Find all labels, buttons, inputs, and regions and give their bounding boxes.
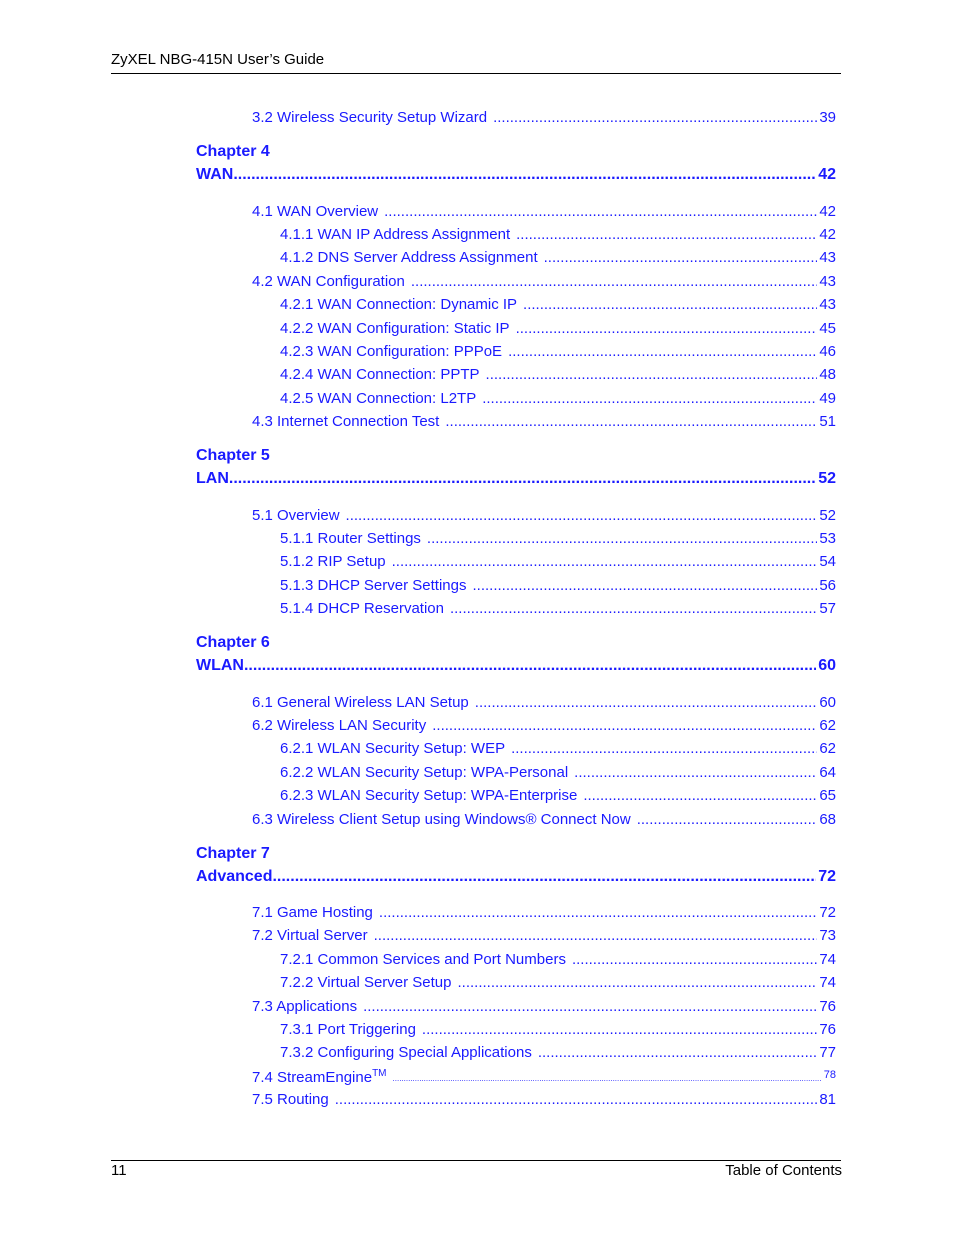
toc-entry-page: 60 (819, 694, 836, 711)
chapter-title: WAN (196, 166, 234, 183)
toc-entry-label: 4.2.2 WAN Configuration: Static IP (280, 320, 510, 337)
toc-entry[interactable] (280, 340, 836, 360)
toc-entry-label: 5.1 Overview (252, 507, 340, 524)
dot-leader (427, 530, 817, 547)
dot-leader (583, 787, 817, 804)
toc-entry[interactable] (252, 1088, 836, 1108)
chapter-title: Advanced (196, 868, 273, 885)
toc-entry-label: 7.3.2 Configuring Special Applications (280, 1044, 532, 1061)
chapter-page: 72 (818, 868, 836, 885)
dot-leader (458, 974, 818, 991)
toc-entry-label (252, 1068, 387, 1086)
toc-entry-label: 4.2.3 WAN Configuration: PPPoE (280, 343, 503, 360)
toc-entry-label: 4.3 Internet Connection Test (252, 413, 440, 430)
toc-entry-label: 7.5 Routing (252, 1091, 329, 1108)
dot-leader (393, 1074, 822, 1083)
toc-entry-label: 7.3 Applications (252, 998, 358, 1015)
toc-entry-page: 76 (819, 1021, 836, 1038)
toc-entry-page: 62 (819, 717, 836, 734)
toc-entry[interactable] (252, 106, 836, 126)
toc-entry-label: 7.2 Virtual Server (252, 927, 368, 944)
toc-entry-label: 5.1.2 RIP Setup (280, 553, 386, 570)
dot-leader (523, 296, 817, 313)
chapter-title-row[interactable] (196, 653, 836, 675)
toc-entry[interactable] (280, 550, 836, 570)
dot-leader (572, 951, 817, 968)
toc-entry-label: 4.1.1 WAN IP Address Assignment (280, 226, 511, 243)
chapter-heading[interactable]: Chapter 6 (196, 634, 270, 651)
header-title: ZyXEL NBG-415N User’s Guide (111, 51, 325, 68)
dot-leader (233, 166, 816, 184)
toc-entry[interactable] (252, 808, 836, 828)
toc-entry-page: 54 (819, 553, 836, 570)
dot-leader (346, 507, 818, 524)
dot-leader (392, 553, 818, 570)
toc-entry[interactable] (280, 527, 836, 547)
toc-entry-page: 68 (819, 811, 836, 828)
toc-entry-page: 43 (819, 296, 836, 313)
toc-entry-label: 4.2.5 WAN Connection: L2TP (280, 390, 477, 407)
toc-entry-label: 7.1 Game Hosting (252, 904, 373, 921)
dot-leader (229, 470, 816, 488)
toc-entry-page: 74 (819, 951, 836, 968)
toc-entry-page: 48 (819, 366, 836, 383)
toc-entry-page: 74 (819, 974, 836, 991)
toc-entry-page: 42 (819, 226, 836, 243)
toc-entry[interactable] (280, 761, 836, 781)
toc-entry-label: 4.2.1 WAN Connection: Dynamic IP (280, 296, 518, 313)
header-divider (111, 73, 841, 74)
toc-entry-label: 5.1.4 DHCP Reservation (280, 600, 444, 617)
toc-entry-label: 3.2 Wireless Security Setup Wizard (252, 109, 488, 126)
toc-entry[interactable] (280, 223, 836, 243)
dot-leader (244, 657, 816, 675)
toc-entry-page: 51 (819, 413, 836, 430)
toc-entry[interactable] (280, 1041, 836, 1061)
dot-leader (511, 740, 817, 757)
toc-entry[interactable] (252, 504, 836, 524)
toc-entry[interactable] (252, 410, 836, 430)
toc-entry-page: 64 (819, 764, 836, 781)
toc-entry-page: 46 (819, 343, 836, 360)
chapter-title-row[interactable] (196, 864, 836, 886)
toc-entry-label: 4.2 WAN Configuration (252, 273, 405, 290)
toc-entry-label: 5.1.1 Router Settings (280, 530, 421, 547)
chapter-title: WLAN (196, 657, 244, 674)
toc-entry[interactable] (252, 1064, 836, 1086)
toc-entry-page: 39 (819, 109, 836, 126)
toc-entry-page: 72 (819, 904, 836, 921)
toc-entry[interactable] (280, 597, 836, 617)
toc-entry-page: 43 (819, 273, 836, 290)
toc-entry-label: 6.2.1 WLAN Security Setup: WEP (280, 740, 506, 757)
toc-entry-page: 81 (819, 1091, 836, 1108)
toc-entry[interactable] (280, 387, 836, 407)
dot-leader (493, 109, 817, 126)
toc-entry[interactable] (280, 317, 836, 337)
toc-entry[interactable] (252, 691, 836, 711)
toc-entry[interactable] (252, 714, 836, 734)
dot-leader (445, 413, 817, 430)
chapter-title-row[interactable] (196, 466, 836, 488)
dot-leader (422, 1021, 817, 1038)
dot-leader (432, 717, 817, 734)
toc-entry-page: 42 (819, 203, 836, 220)
toc-entry[interactable] (280, 363, 836, 383)
toc-entry-page: 73 (819, 927, 836, 944)
toc-entry-label: 5.1.3 DHCP Server Settings (280, 577, 467, 594)
dot-leader (486, 366, 818, 383)
dot-leader (538, 1044, 817, 1061)
dot-leader (384, 203, 817, 220)
toc-entry[interactable] (252, 924, 836, 944)
toc-entry-label: 7.2.1 Common Services and Port Numbers (280, 951, 566, 968)
toc-entry-page: 45 (819, 320, 836, 337)
toc-entry[interactable] (280, 1018, 836, 1038)
dot-leader (637, 811, 818, 828)
toc-entry[interactable] (280, 737, 836, 757)
chapter-title: LAN (196, 470, 229, 487)
toc-entry-page: 56 (819, 577, 836, 594)
toc-entry[interactable] (280, 784, 836, 804)
trademark-superscript: TM (372, 1068, 387, 1079)
toc-entry-label: 6.2.2 WLAN Security Setup: WPA-Personal (280, 764, 569, 781)
toc-entry-label: 7.3.1 Port Triggering (280, 1021, 416, 1038)
dot-leader (272, 868, 816, 886)
dot-leader (516, 320, 818, 337)
footer-divider (111, 1160, 841, 1161)
dot-leader (508, 343, 817, 360)
toc-entry[interactable] (280, 293, 836, 313)
dot-leader (475, 694, 818, 711)
toc-entry-page: 77 (819, 1044, 836, 1061)
dot-leader (374, 927, 818, 944)
toc-entry-page: 76 (819, 998, 836, 1015)
toc-entry-page: 43 (819, 249, 836, 266)
toc-entry-page: 49 (819, 390, 836, 407)
toc-entry-label: 6.2.3 WLAN Security Setup: WPA-Enterprise (280, 787, 578, 804)
dot-leader (516, 226, 817, 243)
chapter-page: 42 (818, 166, 836, 183)
footer-section-title: Table of Contents (725, 1162, 842, 1179)
toc-entry-page: 52 (819, 507, 836, 524)
chapter-heading[interactable]: Chapter 7 (196, 845, 270, 862)
dot-leader (335, 1091, 818, 1108)
toc-entry-label: 6.2 Wireless LAN Security (252, 717, 427, 734)
footer-page-number: 11 (111, 1162, 127, 1179)
dot-leader (544, 249, 818, 266)
dot-leader (482, 390, 817, 407)
toc-entry-page: 78 (823, 1069, 836, 1081)
dot-leader (363, 998, 817, 1015)
toc-entry[interactable] (280, 948, 836, 968)
toc-entry-page: 65 (819, 787, 836, 804)
toc-entry[interactable] (280, 574, 836, 594)
toc-entry-label: 7.2.2 Virtual Server Setup (280, 974, 452, 991)
toc-entry[interactable] (252, 995, 836, 1015)
toc-entry-label-text: 7.4 StreamEngine (252, 1069, 373, 1086)
toc-entry[interactable] (252, 901, 836, 921)
chapter-heading[interactable]: Chapter 5 (196, 447, 270, 464)
chapter-page: 60 (818, 657, 836, 674)
dot-leader (411, 273, 817, 290)
toc-entry-label: 6.3 Wireless Client Setup using Windows® Connect Now (252, 811, 631, 828)
dot-leader (574, 764, 817, 781)
chapter-heading[interactable]: Chapter 4 (196, 143, 270, 160)
toc-entry[interactable] (252, 270, 836, 290)
toc-entry[interactable] (280, 971, 836, 991)
dot-leader (379, 904, 817, 921)
toc-entry[interactable] (280, 246, 836, 266)
toc-entry[interactable] (252, 200, 836, 220)
toc-entry-label: 6.1 General Wireless LAN Setup (252, 694, 469, 711)
toc-entry-page: 53 (819, 530, 836, 547)
toc-entry-label: 4.2.4 WAN Connection: PPTP (280, 366, 480, 383)
dot-leader (472, 577, 817, 594)
toc-entry-page: 57 (819, 600, 836, 617)
toc-entry-page: 62 (819, 740, 836, 757)
toc-entry-label: 4.1.2 DNS Server Address Assignment (280, 249, 538, 266)
toc-entry-label: 4.1 WAN Overview (252, 203, 379, 220)
chapter-title-row[interactable] (196, 162, 836, 184)
chapter-page: 52 (818, 470, 836, 487)
dot-leader (450, 600, 817, 617)
